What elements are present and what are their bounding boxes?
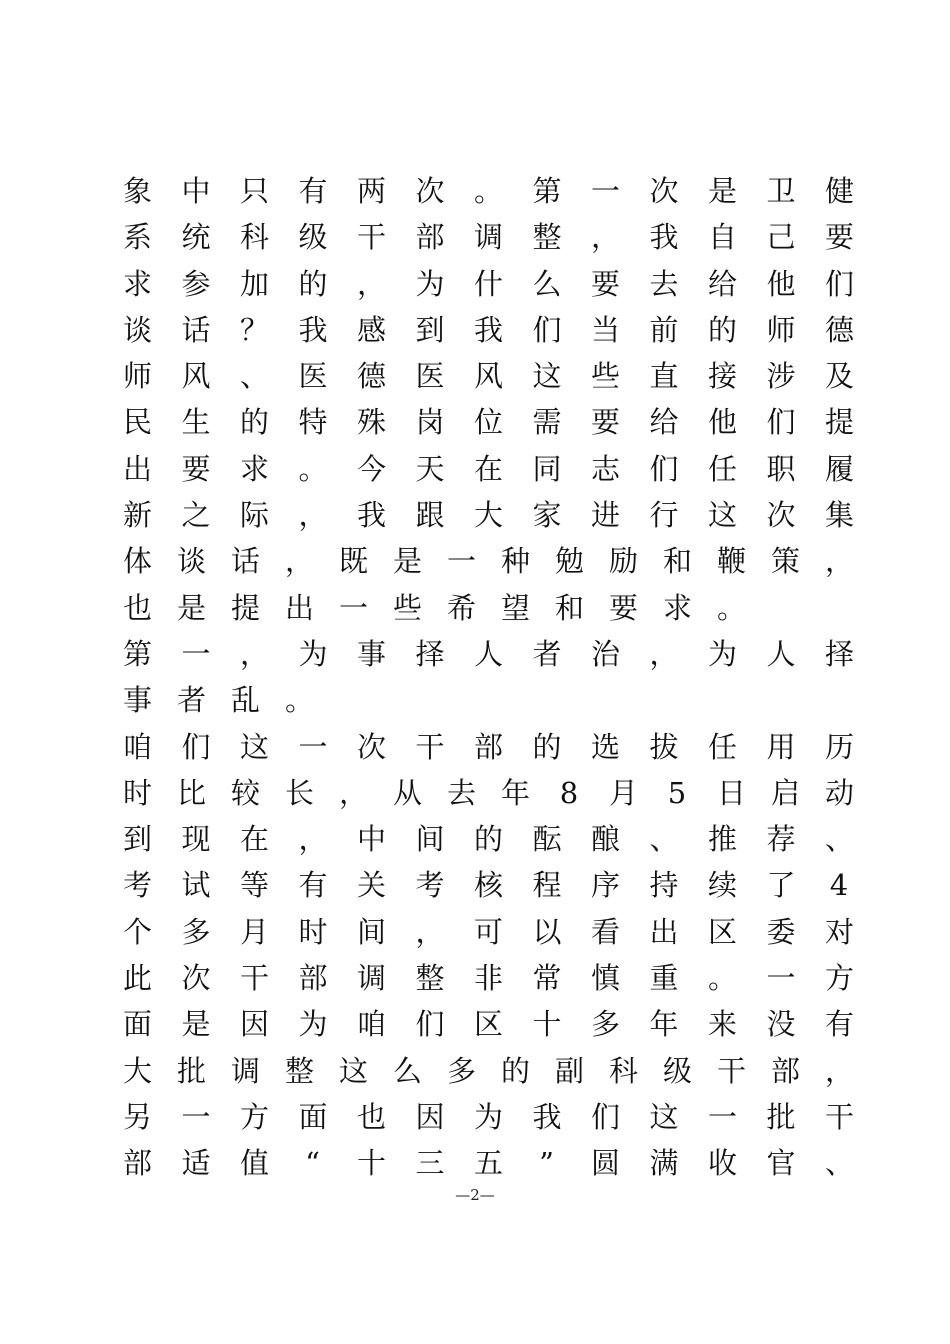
text-line: 民 生 的 特 殊 岗 位 需 要 给 他 们 提 xyxy=(123,405,855,440)
text-line: 考 试 等 有 关 考 核 程 序 持 续 了 4 xyxy=(123,868,849,903)
text-line: 此 次 干 部 调 整 非 常 慎 重 。 一 方 xyxy=(123,961,855,996)
text-line: 第 一 ， 为 事 择 人 者 治 ， 为 人 择 xyxy=(123,636,855,671)
text-line: 象 中 只 有 两 次 。 第 一 次 是 卫 健 xyxy=(123,174,855,208)
text-line: 系 统 科 级 干 部 调 整 ， 我 自 己 要 xyxy=(123,220,855,255)
text-line: 也 是 提 出 一 些 希 望 和 要 求 。 xyxy=(123,590,747,625)
text-line: 新 之 际 ， 我 跟 大 家 进 行 这 次 集 xyxy=(123,498,855,533)
text-line: 个 多 月 时 间 ， 可 以 看 出 区 委 对 xyxy=(123,914,855,949)
page-number: —2— xyxy=(455,1186,495,1204)
text-line: 面 是 因 为 咱 们 区 十 多 年 来 没 有 xyxy=(123,1007,855,1042)
text-line: 另 一 方 面 也 因 为 我 们 这 一 批 干 xyxy=(123,1099,855,1134)
text-line: 事 者 乱 。 xyxy=(123,683,315,718)
text-line: 求 参 加 的 ， 为 什 么 要 去 给 他 们 xyxy=(123,266,855,301)
text-line: 出 要 求 。 今 天 在 同 志 们 任 职 履 xyxy=(123,451,855,486)
text-line: 到 现 在 ， 中 间 的 酝 酿 、 推 荐 、 xyxy=(123,822,855,857)
text-line: 时 比 较 长 ， 从 去 年 8 月 5 日 启 动 xyxy=(123,775,855,810)
text-line: 谈 话 ？ 我 感 到 我 们 当 前 的 师 德 xyxy=(123,312,855,347)
text-line: 部 适 值 “ 十 三 五 ” 圆 满 收 官 、 xyxy=(123,1146,855,1181)
text-line: 大 批 调 整 这 么 多 的 副 科 级 干 部 ， xyxy=(123,1053,855,1088)
text-line: 师 风 、 医 德 医 风 这 些 直 接 涉 及 xyxy=(123,359,855,394)
document-body xyxy=(123,168,853,1187)
text-line: 体 谈 话 ， 既 是 一 种 勉 励 和 鞭 策 ， xyxy=(123,544,855,579)
text-line: 咱 们 这 一 次 干 部 的 选 拔 任 用 历 xyxy=(123,729,855,764)
